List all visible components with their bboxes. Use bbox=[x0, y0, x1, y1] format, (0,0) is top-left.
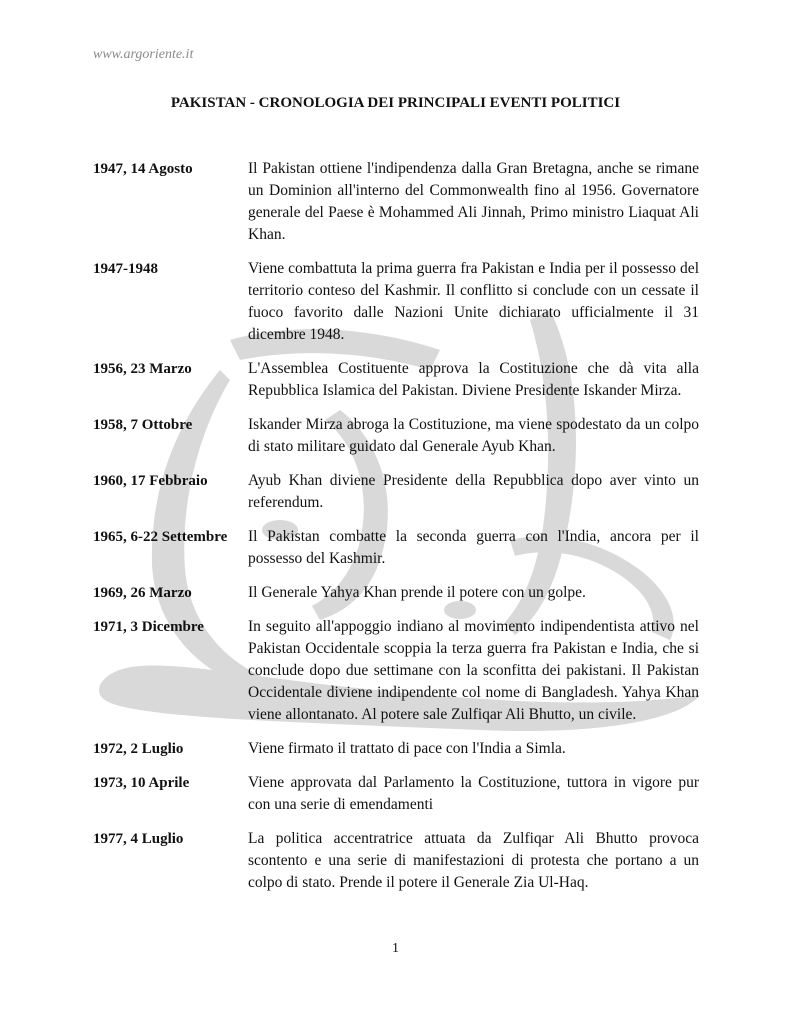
event-date: 1947-1948 bbox=[93, 261, 158, 277]
event-description: Ayub Khan diviene Presidente della Repubblica dopo aver vinto un referendum. bbox=[248, 472, 699, 511]
event-date: 1969, 26 Marzo bbox=[93, 585, 192, 601]
event-description: Il Pakistan ottiene l'indipendenza dalla Gran Bretagna, anche se rimane un Dominion all'interno del Commonwealth fino al 1956. Governatore generale del Paese è Mohammed Ali Jinnah, Primo ministro Liaquat Ali Khan. bbox=[248, 160, 699, 243]
site-url: www.argoriente.it bbox=[93, 47, 194, 62]
timeline-event bbox=[93, 526, 699, 570]
document-title: PAKISTAN - CRONOLOGIA DEI PRINCIPALI EVENTI POLITICI bbox=[170, 95, 621, 111]
timeline-event bbox=[93, 616, 699, 726]
event-date: 1977, 4 Luglio bbox=[93, 831, 184, 847]
event-description: Il Pakistan combatte la seconda guerra con l'India, ancora per il possesso del Kashmir. bbox=[248, 528, 699, 567]
timeline-event bbox=[93, 772, 699, 816]
event-description: Viene combattuta la prima guerra fra Pakistan e India per il possesso del territorio conteso del Kashmir. Il conflitto si conclude con un cessate il fuoco favorito dalle Nazioni Unite dichiarato ufficialmente il 31 dicembre 1948. bbox=[248, 260, 699, 343]
event-date: 1960, 17 Febbraio bbox=[93, 473, 208, 489]
event-date: 1971, 3 Dicembre bbox=[93, 619, 204, 635]
timeline-event bbox=[93, 258, 699, 346]
page-number: 1 bbox=[392, 941, 399, 956]
event-description: Iskander Mirza abroga la Costituzione, ma viene spodestato da un colpo di stato militare guidato dal Generale Ayub Khan. bbox=[248, 416, 699, 455]
timeline-event bbox=[93, 158, 699, 246]
timeline-event bbox=[93, 738, 699, 760]
event-timeline bbox=[93, 158, 699, 906]
event-description: Viene approvata dal Parlamento la Costituzione, tuttora in vigore pur con una serie di emendamenti bbox=[248, 774, 699, 813]
event-date: 1958, 7 Ottobre bbox=[93, 417, 193, 433]
event-description: La politica accentratrice attuata da Zulfiqar Ali Bhutto provoca scontento e una serie di manifestazioni di protesta che portano a un colpo di stato. Prende il potere il Generale Zia Ul-Haq. bbox=[248, 830, 699, 891]
event-date: 1956, 23 Marzo bbox=[93, 361, 192, 377]
event-description: Viene firmato il trattato di pace con l'India a Simla. bbox=[248, 740, 566, 757]
event-date: 1973, 10 Aprile bbox=[93, 775, 190, 791]
timeline-event bbox=[93, 828, 699, 894]
event-description: Il Generale Yahya Khan prende il potere con un golpe. bbox=[248, 584, 586, 601]
timeline-event bbox=[93, 470, 699, 514]
event-date: 1965, 6-22 Settembre bbox=[93, 529, 228, 545]
timeline-event bbox=[93, 414, 699, 458]
event-description: L'Assemblea Costituente approva la Costituzione che dà vita alla Repubblica Islamica del Pakistan. Diviene Presidente Iskander Mirza. bbox=[248, 360, 699, 399]
event-date: 1947, 14 Agosto bbox=[93, 161, 193, 177]
event-description: In seguito all'appoggio indiano al movimento indipendentista attivo nel Pakistan Occidentale scoppia la terza guerra fra Pakistan e India, che si conclude dopo due settimane con la sconfitta dei pakistani. Il Pakistan Occidentale diviene indipendente col nome di Bangladesh. Yahya Khan viene allontanato. Al potere sale Zulfiqar Ali Bhutto, un civile. bbox=[248, 618, 699, 723]
timeline-event bbox=[93, 358, 699, 402]
timeline-event bbox=[93, 582, 699, 604]
event-date: 1972, 2 Luglio bbox=[93, 741, 184, 757]
